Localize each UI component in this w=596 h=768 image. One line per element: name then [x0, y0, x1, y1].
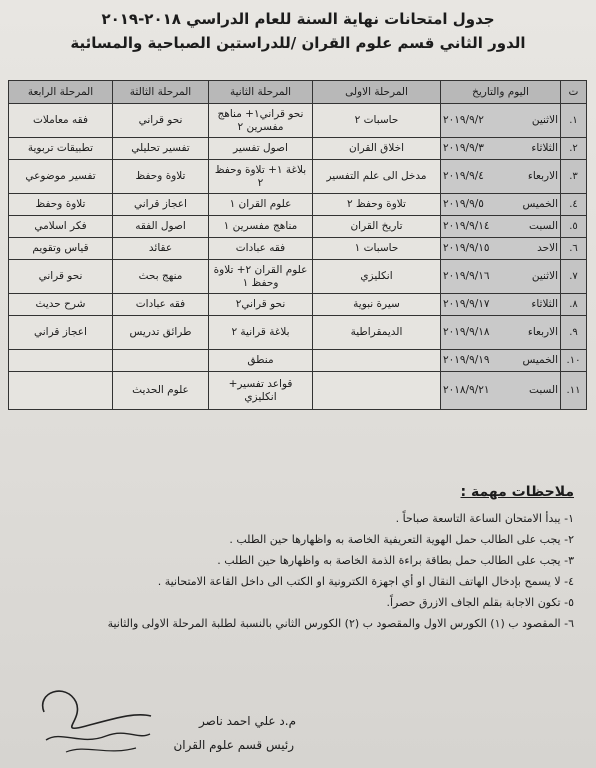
table-row — [9, 194, 587, 216]
row-number: ١١. — [561, 372, 587, 410]
exam-date: ٢٠١٩/٩/١٧ — [443, 298, 490, 310]
row-day-date — [441, 260, 561, 294]
stage-1-subject: مدخل الى علم التفسير — [313, 160, 441, 194]
row-number: ١. — [561, 104, 587, 138]
exam-date: ٢٠١٩/٩/١٦ — [443, 270, 490, 282]
table-row — [9, 316, 587, 350]
exam-date: ٢٠١٩/٩/١٨ — [443, 326, 490, 338]
stage-1-subject: تلاوة وحفظ ٢ — [313, 194, 441, 216]
row-day-date — [441, 294, 561, 316]
row-day-date — [441, 238, 561, 260]
row-number: ١٠. — [561, 350, 587, 372]
column-header-stage-3: المرحلة الثالثة — [113, 81, 209, 104]
exam-date: ٢٠١٩/٩/٤ — [443, 170, 484, 182]
note-item: ٣- يجب على الطالب حمل بطاقة براءة الذمة الخاصة به واظهارها حين الطلب . — [217, 554, 574, 567]
exam-date: ٢٠١٩/٩/١٩ — [443, 354, 490, 366]
stage-4-subject: تطبيقات تربوية — [9, 138, 113, 160]
day-name: الاحد — [537, 242, 558, 254]
stage-3-subject: تلاوة وحفظ — [113, 160, 209, 194]
stage-3-subject: نحو قراني — [113, 104, 209, 138]
stage-4-subject: اعجاز قراني — [9, 316, 113, 350]
stage-3-subject: منهج بحث — [113, 260, 209, 294]
stage-1-subject: حاسبات ١ — [313, 238, 441, 260]
stage-1-subject: انكليزي — [313, 260, 441, 294]
stage-4-subject: شرح حديث — [9, 294, 113, 316]
notes-title: ملاحظات مهمة : — [460, 484, 574, 500]
column-header-day-date: اليوم والتاريخ — [441, 81, 561, 104]
stage-1-subject: تاريخ القران — [313, 216, 441, 238]
column-header-number: ت — [561, 81, 587, 104]
stage-2-subject: نحو قراني١+ مناهج مفسرين ٢ — [209, 104, 313, 138]
stage-3-subject: طرائق تدريس — [113, 316, 209, 350]
stage-1-subject: حاسبات ٢ — [313, 104, 441, 138]
row-day-date — [441, 138, 561, 160]
stage-3-subject: اصول الفقه — [113, 216, 209, 238]
stage-3-subject: عقائد — [113, 238, 209, 260]
exam-date: ٢٠١٩/٩/٣ — [443, 142, 484, 154]
stage-4-subject: قياس وتقويم — [9, 238, 113, 260]
stage-2-subject: اصول تفسير — [209, 138, 313, 160]
row-day-date — [441, 194, 561, 216]
day-name: الاثنين — [531, 114, 558, 126]
table-row — [9, 372, 587, 410]
row-day-date — [441, 350, 561, 372]
note-item: ٤- لا يسمح بإدخال الهاتف النقال او أي اجهزة الكترونية او الكتب الى داخل القاعة الامتحانية . — [157, 575, 574, 588]
stage-1-subject: سيرة نبوية — [313, 294, 441, 316]
note-item: ٢- يجب على الطالب حمل الهوية التعريفية الخاصة به واظهارها حين الطلب . — [229, 533, 574, 546]
document-subtitle: الدور الثاني قسم علوم القران /للدراستين الصباحية والمسائية — [70, 34, 526, 52]
stage-3-subject: تفسير تحليلي — [113, 138, 209, 160]
stage-2-subject: فقه عبادات — [209, 238, 313, 260]
table-row — [9, 350, 587, 372]
stage-3-subject — [113, 350, 209, 372]
note-item: ٥- تكون الاجابة بقلم الجاف الازرق حصراً. — [386, 596, 574, 609]
day-name: الاثنين — [531, 270, 558, 282]
table-row — [9, 260, 587, 294]
stage-2-subject: بلاغة قرانية ٢ — [209, 316, 313, 350]
stage-2-subject: بلاغة ١+ تلاوة وحفظ ٢ — [209, 160, 313, 194]
exam-schedule-table — [8, 80, 587, 410]
row-number: ٤. — [561, 194, 587, 216]
exam-date: ٢٠١٩/٩/٢ — [443, 114, 484, 126]
row-number: ٧. — [561, 260, 587, 294]
signatory-role: رئيس قسم علوم القران — [173, 738, 294, 752]
notes-list — [30, 508, 574, 634]
note-item: ٦- المقصود ب (١) الكورس الاول والمقصود ب (٢) الكورس الثاني بالنسبة لطلبة المرحلة الاولى والثانية — [107, 617, 574, 630]
day-name: السبت — [529, 220, 558, 232]
exam-date: ٢٠١٩/٩/١٤ — [443, 220, 490, 232]
row-number: ٩. — [561, 316, 587, 350]
stage-3-subject: علوم الحديث — [113, 372, 209, 410]
stage-4-subject: تلاوة وحفظ — [9, 194, 113, 216]
note-item: ١- يبدأ الامتحان الساعة التاسعة صباحاً . — [395, 512, 574, 525]
document-title: جدول امتحانات نهاية السنة للعام الدراسي ٢٠١٨-٢٠١٩ — [101, 10, 495, 28]
stage-4-subject — [9, 350, 113, 372]
day-name: الاربعاء — [527, 326, 558, 338]
stage-2-subject: علوم القران ١ — [209, 194, 313, 216]
row-day-date — [441, 372, 561, 410]
stage-3-subject: اعجاز قراني — [113, 194, 209, 216]
column-header-stage-1: المرحلة الاولى — [313, 81, 441, 104]
stage-2-subject: قواعد تفسير+ انكليزي — [209, 372, 313, 410]
day-name: السبت — [529, 384, 558, 396]
table-row — [9, 294, 587, 316]
exam-date: ٢٠١٨/٩/٢١ — [443, 384, 490, 396]
row-number: ٨. — [561, 294, 587, 316]
row-day-date — [441, 316, 561, 350]
column-header-stage-2: المرحلة الثانية — [209, 81, 313, 104]
stage-4-subject: تفسير موضوعي — [9, 160, 113, 194]
stage-1-subject: الديمقراطية — [313, 316, 441, 350]
stage-4-subject: فكر اسلامي — [9, 216, 113, 238]
stage-4-subject: نحو قراني — [9, 260, 113, 294]
day-name: الاربعاء — [527, 170, 558, 182]
exam-date: ٢٠١٩/٩/٥ — [443, 198, 484, 210]
exam-date: ٢٠١٩/٩/١٥ — [443, 242, 490, 254]
row-day-date — [441, 216, 561, 238]
signatory-name: م.د علي احمد ناصر — [199, 714, 296, 728]
row-day-date — [441, 160, 561, 194]
stage-4-subject: فقه معاملات — [9, 104, 113, 138]
stage-2-subject: علوم القران ٢+ تلاوة وحفظ ١ — [209, 260, 313, 294]
stage-3-subject: فقه عبادات — [113, 294, 209, 316]
table-row — [9, 138, 587, 160]
day-name: الثلاثاء — [531, 142, 558, 154]
stage-2-subject: منطق — [209, 350, 313, 372]
stage-4-subject — [9, 372, 113, 410]
day-name: الخميس — [522, 198, 558, 210]
day-name: الثلاثاء — [531, 298, 558, 310]
row-number: ٣. — [561, 160, 587, 194]
stage-1-subject — [313, 372, 441, 410]
stage-2-subject: مناهج مفسرين ١ — [209, 216, 313, 238]
table-row — [9, 216, 587, 238]
stage-1-subject: اخلاق القران — [313, 138, 441, 160]
table-row — [9, 238, 587, 260]
table-row — [9, 160, 587, 194]
day-name: الخميس — [522, 354, 558, 366]
row-number: ٢. — [561, 138, 587, 160]
table-header-row — [9, 81, 587, 104]
row-number: ٥. — [561, 216, 587, 238]
row-number: ٦. — [561, 238, 587, 260]
stage-1-subject — [313, 350, 441, 372]
row-day-date — [441, 104, 561, 138]
stage-2-subject: نحو قراني٢ — [209, 294, 313, 316]
column-header-stage-4: المرحلة الرابعة — [9, 81, 113, 104]
handwritten-signature — [26, 682, 156, 762]
table-row — [9, 104, 587, 138]
